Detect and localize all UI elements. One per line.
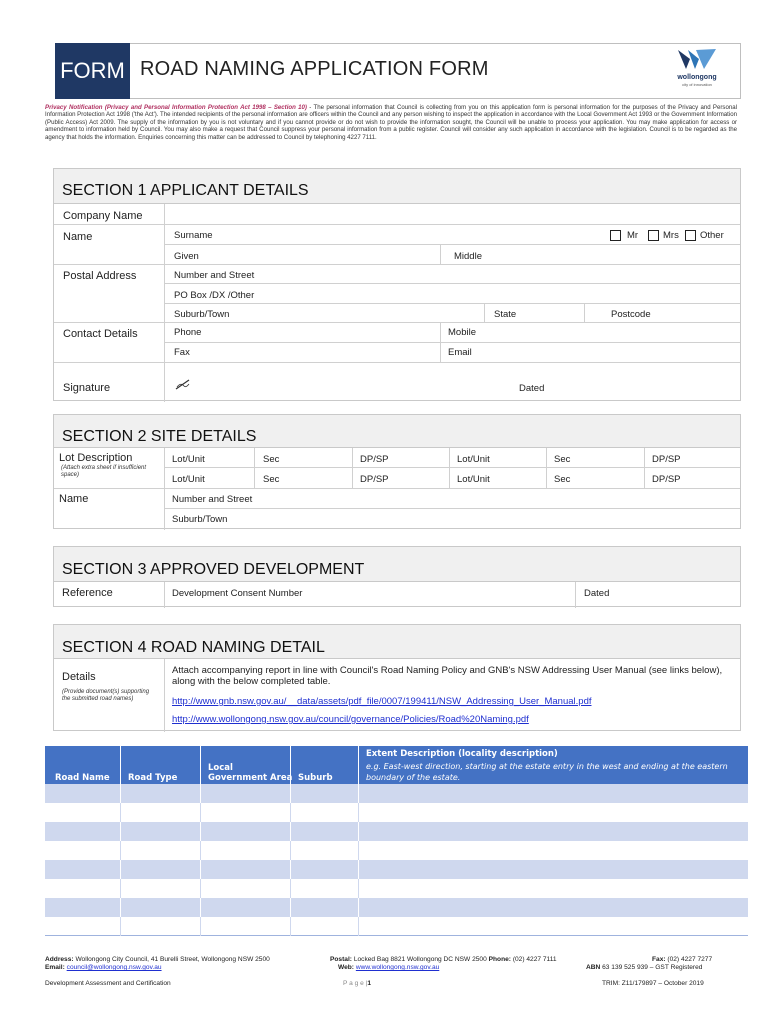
- label-state: State: [494, 309, 517, 320]
- label-other: Other: [700, 230, 724, 241]
- privacy-body: - The personal information that Council is collecting from you on this application form is personal information for the purposes of the Privacy and Personal Information Protection Act 1998 ('the Act'). The intended recipients of the personal information are officers within the Council and any person wishing to inspect the application in accordance with the Local Government Act 1993 or the Government Information (Public Access) Act 2009. The supply of the information by you is not voluntary and if you cannot provide or do not wish to provide the information sought, the Council will be unable to process your application. You may make application for access or amendment to information held by Council. You may also make a request that Council suppress your personal information from a public register. Council will consider any such application in accordance with the legislation. Council is to be regarded as the agency that holds the information. Enquiries concerning this matter can be addressed to Council by telephoning 4227 7111.: [45, 104, 737, 141]
- column-extent-description: Extent Description (locality description): [366, 749, 558, 759]
- label-dp-sp: DP/SP: [652, 454, 681, 465]
- label-email: Email: [448, 347, 472, 358]
- label-mobile: Mobile: [448, 327, 476, 338]
- section-header: [54, 169, 740, 204]
- table-row[interactable]: [45, 784, 748, 803]
- checkbox-mrs[interactable]: [648, 230, 659, 241]
- label-dp-sp: DP/SP: [360, 474, 389, 485]
- column-divider: [290, 784, 291, 803]
- column-divider: [358, 822, 359, 841]
- column-divider: [200, 917, 201, 936]
- label-signature: Signature: [63, 382, 111, 394]
- header-column-divider: [120, 746, 121, 784]
- logo-name: wollongong: [677, 74, 717, 81]
- divider: [644, 448, 645, 489]
- label-lot-unit: Lot/Unit: [172, 454, 205, 465]
- company-name-field[interactable]: [168, 208, 738, 224]
- column-divider: [120, 841, 121, 860]
- footer-fax: Fax: (02) 4227 7277: [652, 956, 713, 963]
- section-header: [54, 625, 740, 659]
- label-suburb-town: Suburb/Town: [172, 514, 228, 525]
- column-divider: [200, 784, 201, 803]
- lot-note: (Attach extra sheet if insufficient space): [61, 465, 147, 478]
- link-road-naming-policy[interactable]: http://www.wollongong.nsw.gov.au/council/governance/Policies/Road%20Naming.pdf: [172, 714, 529, 725]
- row-line: [54, 245, 740, 265]
- checkbox-mr[interactable]: [610, 230, 621, 241]
- section-title: SECTION 1 APPLICANT DETAILS: [62, 182, 309, 199]
- label-po-box: PO Box /DX /Other: [174, 290, 255, 301]
- column-divider: [358, 784, 359, 803]
- column-divider: [120, 879, 121, 898]
- section-header: [54, 547, 740, 582]
- section-site-details: [53, 414, 741, 529]
- label-sec: Sec: [554, 474, 571, 485]
- label-name: Name: [63, 231, 93, 243]
- label-dated: Dated: [519, 383, 545, 394]
- column-divider: [290, 879, 291, 898]
- label-number-street: Number and Street: [174, 270, 255, 281]
- label-sec: Sec: [554, 454, 571, 465]
- label-details: Details: [62, 671, 96, 683]
- details-note: (Provide document(s) supporting the submitted road names): [62, 689, 150, 702]
- column-divider: [358, 879, 359, 898]
- header-column-divider: [290, 746, 291, 784]
- header-column-divider: [358, 746, 359, 784]
- column-extent-example: e.g. East-west direction, starting at the estate entry in the west and ending at the eastern boundary of the estate.: [366, 762, 728, 782]
- checkbox-other[interactable]: [685, 230, 696, 241]
- road-naming-instruction: Attach accompanying report in line with Council's Road Naming Policy and GNB's NSW Addressing User Manual (see links below), along with the below completed table.: [172, 665, 723, 687]
- column-divider: [200, 898, 201, 917]
- column-divider: [358, 860, 359, 879]
- column-road-name: Road Name: [55, 773, 110, 783]
- column-divider: [290, 898, 291, 917]
- footer-page: P a g e |1: [343, 980, 371, 987]
- label-contact-details: Contact Details: [63, 328, 138, 340]
- section-title: SECTION 3 APPROVED DEVELOPMENT: [62, 561, 365, 578]
- section-title: SECTION 2 SITE DETAILS: [62, 428, 257, 445]
- privacy-heading: Privacy Notification (Privacy and Personal Information Protection Act 1998 – Section 10): [45, 104, 307, 111]
- footer-address: Address: Wollongong City Council, 41 Burelli Street, Wollongong NSW 2500: [45, 956, 270, 963]
- column-divider: [200, 803, 201, 822]
- column-divider: [200, 841, 201, 860]
- page-title: ROAD NAMING APPLICATION FORM: [140, 58, 489, 80]
- label-surname: Surname: [174, 230, 213, 241]
- footer-email: Email: council@wollongong.nsw.gov.au: [45, 964, 162, 971]
- label-mr: Mr: [627, 230, 639, 241]
- label-lot-unit: Lot/Unit: [172, 474, 205, 485]
- divider: [440, 323, 441, 363]
- divider: [440, 245, 441, 265]
- web-link[interactable]: www.wollongong.nsw.gov.au: [355, 964, 440, 971]
- section-applicant-details: [53, 168, 741, 401]
- form-tag-text: FORM: [60, 58, 125, 83]
- table-row[interactable]: [45, 917, 748, 936]
- label-given: Given: [174, 251, 199, 262]
- label-site-name: Name: [59, 493, 89, 505]
- label-mrs: Mrs: [663, 230, 679, 241]
- column-divider: [120, 917, 121, 936]
- divider: [575, 582, 576, 608]
- column-divider: [358, 917, 359, 936]
- column-divider: [200, 822, 201, 841]
- label-company-name: Company Name: [63, 210, 143, 222]
- column-divider: [120, 898, 121, 917]
- label-lot-unit: Lot/Unit: [457, 454, 490, 465]
- footer-web: Web: www.wollongong.nsw.gov.au: [338, 964, 440, 971]
- column-divider: [358, 841, 359, 860]
- column-divider: [290, 860, 291, 879]
- footer-postal: Postal: Locked Bag 8821 Wollongong DC NSW 2500 Phone: (02) 4227 7111: [330, 956, 557, 963]
- divider: [254, 448, 255, 489]
- label-dp-sp: DP/SP: [652, 474, 681, 485]
- divider: [484, 304, 485, 323]
- row-line: [54, 343, 740, 363]
- divider: [164, 659, 165, 732]
- label-sec: Sec: [263, 474, 280, 485]
- header-column-divider: [200, 746, 201, 784]
- column-lga-line2: Government Area: [208, 773, 293, 783]
- label-sec: Sec: [263, 454, 280, 465]
- column-lga-line1: Local: [208, 763, 233, 773]
- divider: [546, 448, 547, 489]
- column-divider: [120, 860, 121, 879]
- column-divider: [358, 803, 359, 822]
- section-title: SECTION 4 ROAD NAMING DETAIL: [62, 639, 325, 656]
- label-middle: Middle: [454, 251, 482, 262]
- table-row[interactable]: [45, 898, 748, 917]
- privacy-notice: [45, 104, 737, 141]
- section-road-naming-detail: [53, 624, 741, 731]
- section-approved-development: [53, 546, 741, 607]
- label-lot-description: Lot Description: [59, 452, 133, 464]
- column-road-type: Road Type: [128, 773, 178, 783]
- label-number-street: Number and Street: [172, 494, 253, 505]
- footer-trim: TRIM: Z11/179897 – October 2019: [602, 980, 704, 987]
- council-logo-icon: [676, 47, 718, 73]
- label-dp-sp: DP/SP: [360, 454, 389, 465]
- footer-abn: ABN 63 139 525 939 – GST Registered: [586, 964, 703, 971]
- section-header: [54, 415, 740, 448]
- link-addressing-manual[interactable]: http://www.gnb.nsw.gov.au/__data/assets/pdf_file/0007/199411/NSW_Addressing_User_Manual.pdf: [172, 696, 592, 707]
- label-consent-number: Development Consent Number: [172, 588, 303, 599]
- divider: [352, 448, 353, 489]
- label-suburb-town: Suburb/Town: [174, 309, 230, 320]
- label-phone: Phone: [174, 327, 202, 338]
- table-row[interactable]: [45, 803, 748, 822]
- column-suburb: Suburb: [298, 773, 333, 783]
- label-postal-address: Postal Address: [63, 270, 137, 282]
- table-row[interactable]: [45, 841, 748, 860]
- divider: [449, 448, 450, 489]
- divider: [584, 304, 585, 323]
- label-fax: Fax: [174, 347, 190, 358]
- label-dated: Dated: [584, 588, 610, 599]
- table-row[interactable]: [45, 860, 748, 879]
- form-tag: [55, 43, 130, 99]
- column-divider: [200, 860, 201, 879]
- divider: [164, 582, 165, 608]
- label-postcode: Postcode: [611, 309, 651, 320]
- logo-tagline: city of innovation: [682, 82, 712, 87]
- column-divider: [290, 803, 291, 822]
- column-divider: [200, 879, 201, 898]
- column-divider: [290, 841, 291, 860]
- table-row[interactable]: [45, 879, 748, 898]
- label-reference: Reference: [62, 587, 113, 599]
- footer-department: Development Assessment and Certification: [45, 980, 171, 987]
- column-divider: [290, 917, 291, 936]
- column-divider: [120, 822, 121, 841]
- column-divider: [290, 822, 291, 841]
- column-divider: [120, 784, 121, 803]
- label-lot-unit: Lot/Unit: [457, 474, 490, 485]
- column-divider: [120, 803, 121, 822]
- table-row[interactable]: [45, 822, 748, 841]
- column-divider: [358, 898, 359, 917]
- email-link[interactable]: council@wollongong.nsw.gov.au: [66, 964, 162, 971]
- signature-field[interactable]: [168, 367, 508, 397]
